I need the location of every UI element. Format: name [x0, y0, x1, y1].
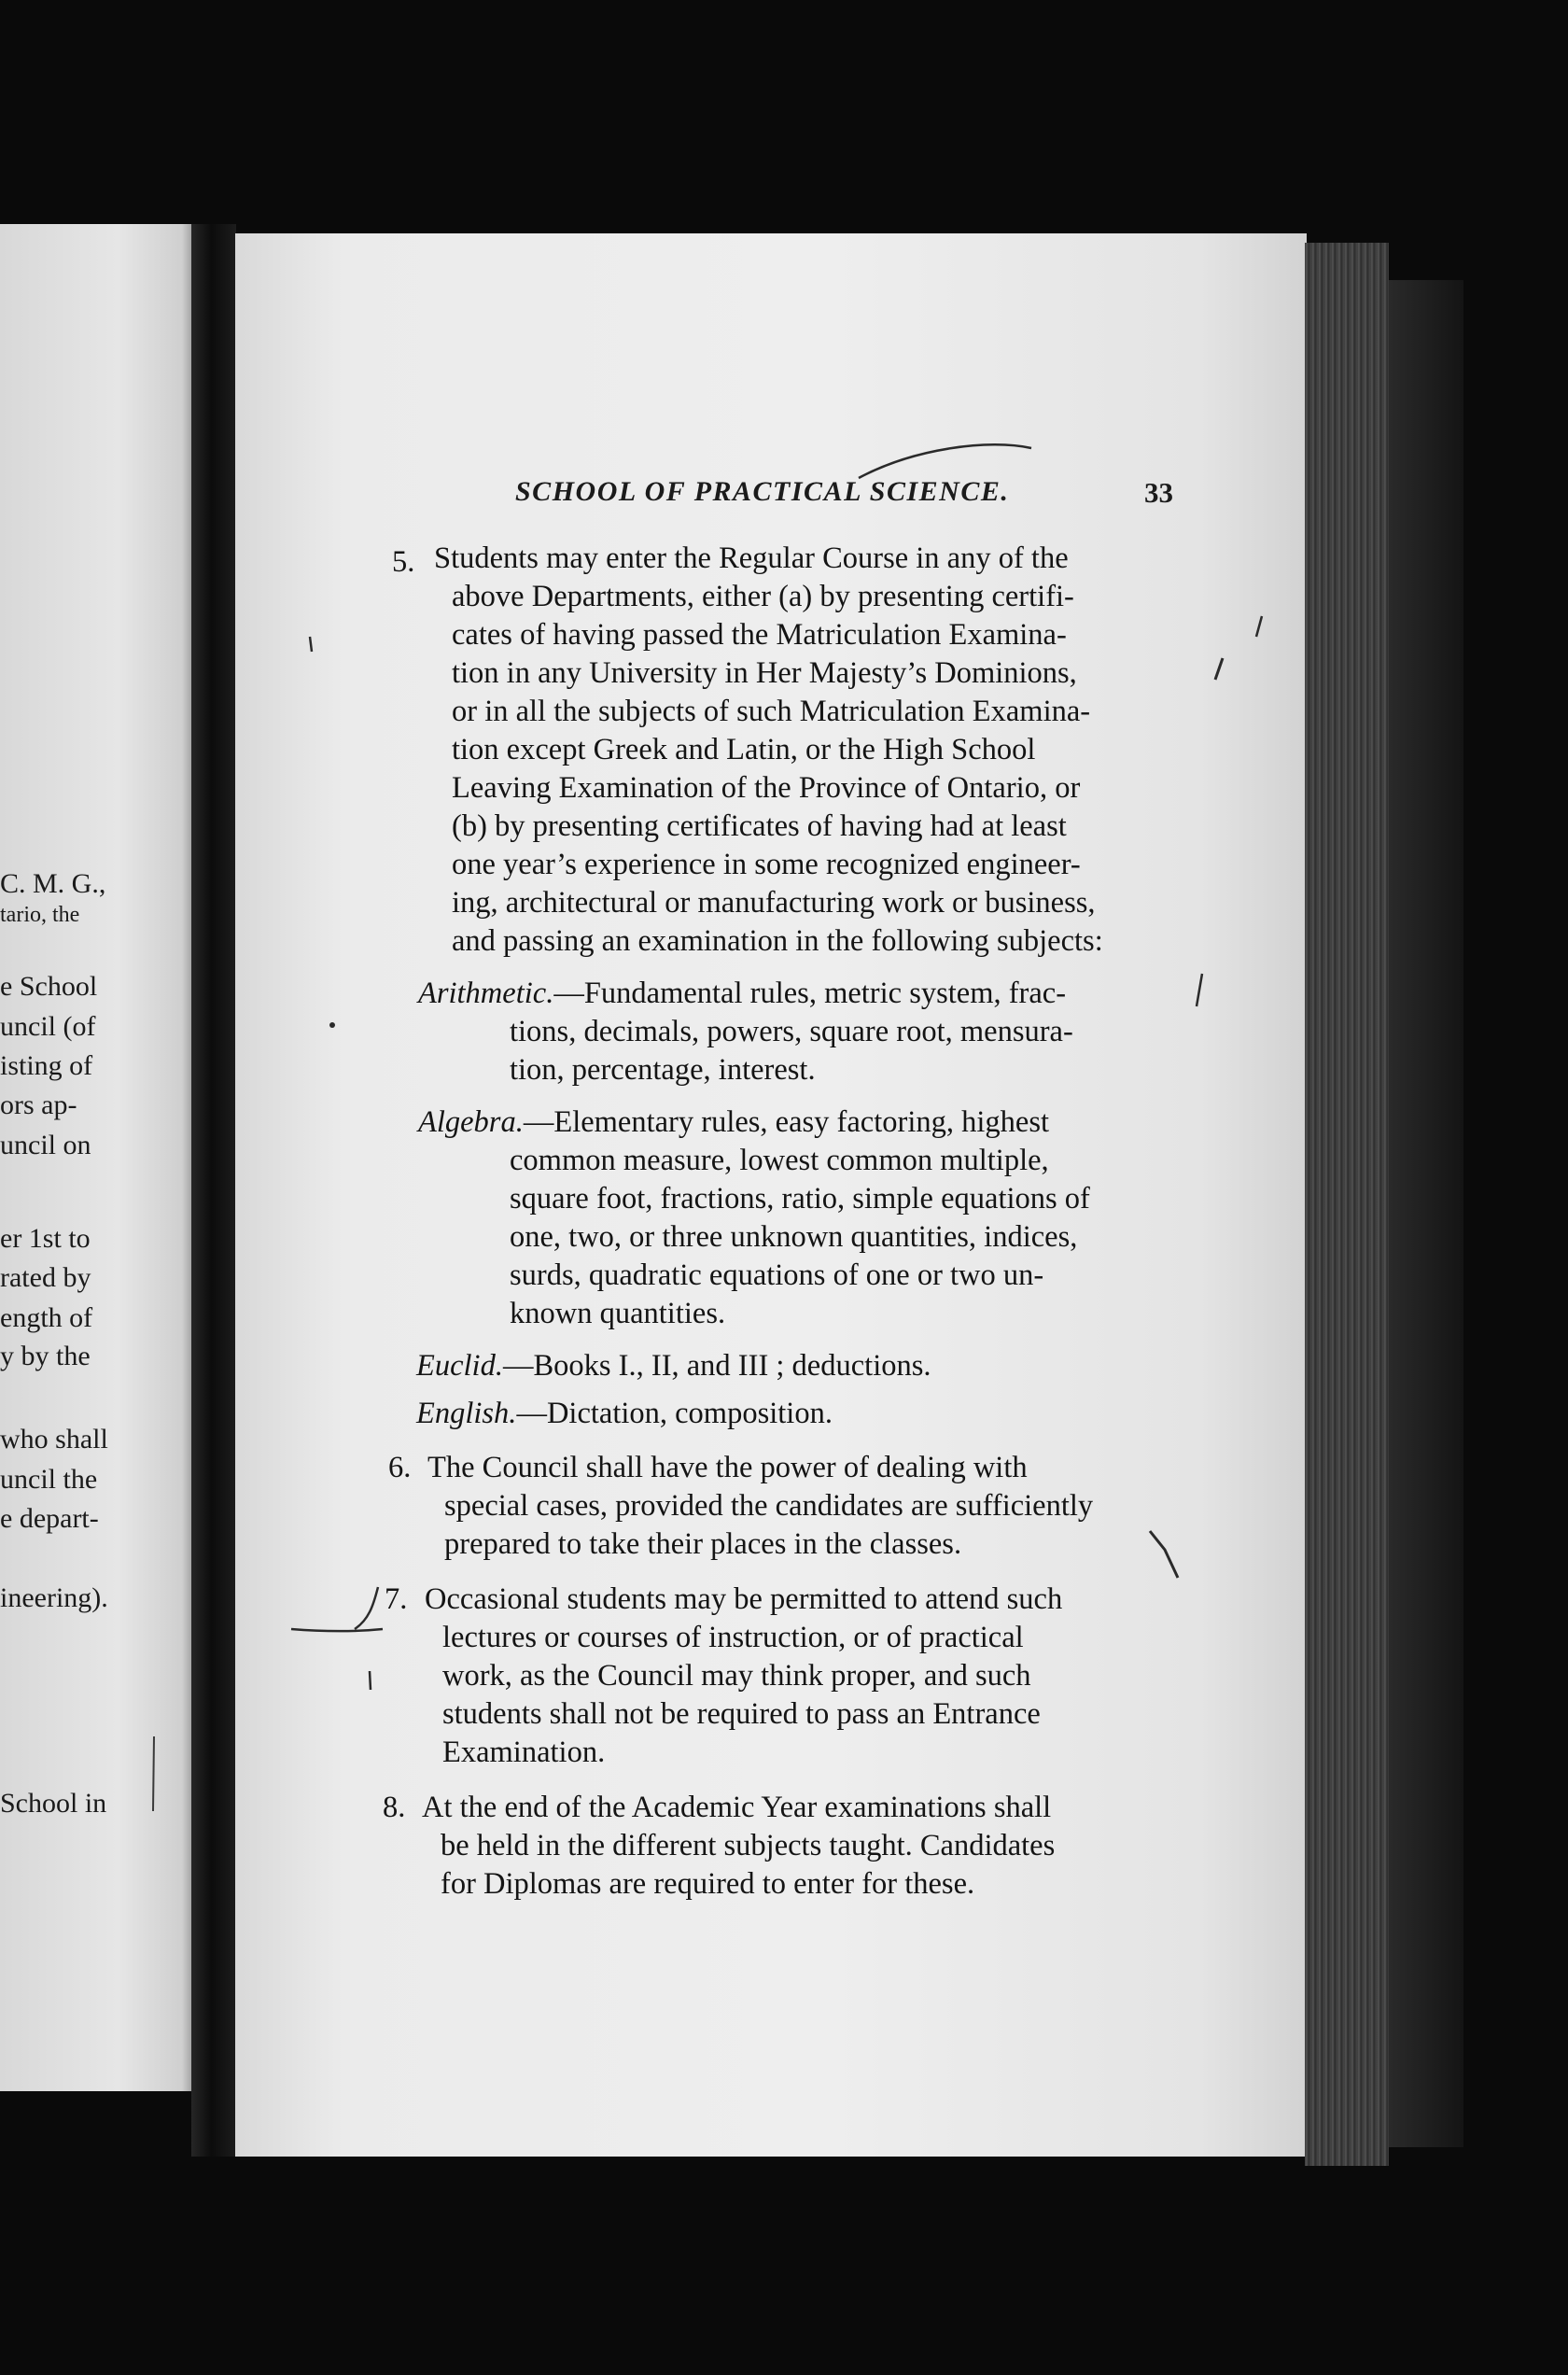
section-number: 7. — [385, 1582, 408, 1616]
subject-text: —Books I., II, and III ; deductions. — [502, 1349, 931, 1383]
left-fragment: C. M. G., — [0, 868, 106, 899]
left-fragment: ors ap- — [0, 1089, 77, 1120]
subject-text: —Fundamental rules, metric system, frac- — [553, 977, 1067, 1010]
section-5-line: tion except Greek and Latin, or the High School — [452, 733, 1036, 766]
section-6-line: The Council shall have the power of dealing with — [427, 1451, 1028, 1484]
section-6-line: prepared to take their places in the classes. — [444, 1527, 962, 1561]
section-5-line: Leaving Examination of the Province of Ontario, or — [452, 771, 1081, 805]
algebra-line: square foot, fractions, ratio, simple equations of — [510, 1182, 1090, 1216]
left-fragment: uncil on — [0, 1130, 91, 1160]
left-fragment: ength of — [0, 1302, 93, 1333]
section-7-line: Occasional students may be permitted to attend such — [425, 1582, 1063, 1616]
section-5-line: Students may enter the Regular Course in any of the — [434, 541, 1069, 575]
section-5-line: ing, architectural or manufacturing work or business, — [452, 886, 1096, 920]
page-number: 33 — [1144, 476, 1173, 509]
section-6-line: special cases, provided the candidates are sufficiently — [444, 1489, 1094, 1523]
left-fragment: isting of — [0, 1050, 93, 1081]
left-fragment: School in — [0, 1788, 107, 1819]
arithmetic-line: tions, decimals, powers, square root, mensura- — [510, 1015, 1073, 1048]
section-5-line: one year’s experience in some recognized engineer- — [452, 848, 1081, 881]
section-5-line: and passing an examination in the following subjects: — [452, 924, 1103, 958]
section-8-line: for Diplomas are required to enter for these. — [441, 1867, 975, 1901]
section-8-line: be held in the different subjects taught. Candidates — [441, 1829, 1056, 1862]
section-7-line: Examination. — [442, 1736, 606, 1769]
left-fragment: y by the — [0, 1341, 91, 1371]
section-7-line: lectures or courses of instruction, or of practical — [442, 1621, 1024, 1654]
algebra-line: one, two, or three unknown quantities, indices, — [510, 1220, 1078, 1254]
left-fragment: who shall — [0, 1424, 108, 1455]
running-head: SCHOOL OF PRACTICAL SCIENCE. — [515, 476, 1010, 507]
algebra-line: common measure, lowest common multiple, — [510, 1144, 1049, 1177]
section-number: 6. — [388, 1451, 412, 1484]
left-fragment: ineering). — [0, 1582, 108, 1613]
section-number: 5. — [392, 545, 415, 579]
left-fragment: er 1st to — [0, 1223, 91, 1254]
arithmetic-line: tion, percentage, interest. — [510, 1053, 816, 1087]
section-7-line: students shall not be required to pass an Entrance — [442, 1697, 1041, 1731]
left-fragment: uncil (of — [0, 1011, 96, 1042]
subject-label: Euclid. — [416, 1349, 503, 1383]
section-5-line: or in all the subjects of such Matriculation Examina- — [452, 695, 1091, 728]
left-fragment: uncil the — [0, 1464, 98, 1495]
section-7-line: work, as the Council may think proper, and such — [442, 1659, 1031, 1693]
subject-label: Algebra. — [418, 1105, 524, 1139]
algebra-line: known quantities. — [510, 1297, 726, 1330]
section-5-line: above Departments, either (a) by presenting certifi- — [452, 580, 1074, 613]
left-fragment: rated by — [0, 1262, 91, 1293]
section-number: 8. — [383, 1791, 406, 1824]
left-fragment: e depart- — [0, 1503, 99, 1534]
section-8-line: At the end of the Academic Year examinations shall — [422, 1791, 1052, 1824]
subject-label: English. — [416, 1397, 517, 1430]
algebra-line: surds, quadratic equations of one or two un- — [510, 1258, 1044, 1292]
section-5-line: (b) by presenting certificates of having had at least — [452, 809, 1067, 843]
section-5-line: cates of having passed the Matriculation Examina- — [452, 618, 1067, 652]
left-fragment: e School — [0, 971, 98, 1002]
subject-text: —Elementary rules, easy factoring, highest — [523, 1105, 1049, 1139]
left-fragment: tario, the — [0, 903, 80, 927]
subject-label: Arithmetic. — [418, 977, 554, 1010]
section-5-line: tion in any University in Her Majesty’s Dominions, — [452, 656, 1077, 690]
subject-text: —Dictation, composition. — [516, 1397, 833, 1430]
